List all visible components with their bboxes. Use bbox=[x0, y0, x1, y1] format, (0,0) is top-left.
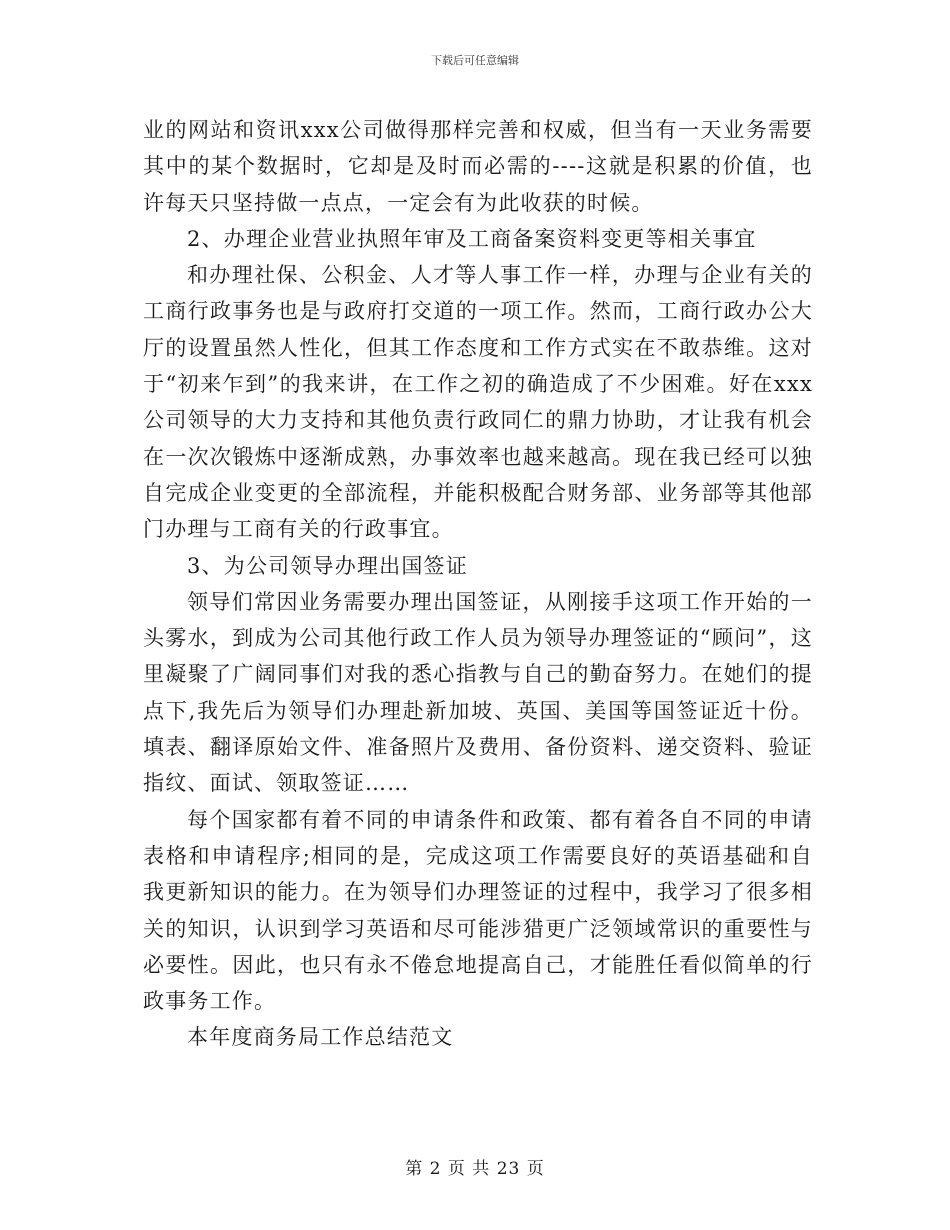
paragraph-business-affairs: 和办理社保、公积金、人才等人事工作一样，办理与企业有关的工商行政事务也是与政府打交道的一项工作。然而，工商行政办公大厅的设置虽然人性化，但其工作态度和工作方式实在不敢恭维。这对于“初来乍到”的我来讲，在工作之初的确造成了不少困难。好在xxx公司领导的大力支持和其他负责行政同仁的鼎力协助，才让我有机会在一次次锻炼中逐渐成熟，办事效率也越来越高。现在我已经可以独自完成企业变更的全部流程，并能积极配合财务部、业务部等其他部门办理与工商有关的行政事宜。 bbox=[143, 263, 813, 542]
paragraph-continuation: 业的网站和资讯xxx公司做得那样完善和权威，但当有一天业务需要其中的某个数据时，它却是及时而必需的----这就是积累的价值，也许每天只坚持做一点点，一定会有为此收获的时候。 bbox=[143, 118, 813, 215]
paragraph-visa-learning: 每个国家都有着不同的申请条件和政策、都有着各自不同的申请表格和申请程序;相同的是，完成这项工作需要良好的英语基础和自我更新知识的能力。在为领导们办理签证的过程中，我学习了很多相关的知识，认识到学习英语和尽可能涉猎更广泛领域常识的重要性与必要性。因此，也只有永不倦怠地提高自己，才能胜任看似简单的行政事务工作。 bbox=[143, 807, 813, 1014]
paragraph-visa-handling: 领导们常因业务需要办理出国签证，从刚接手这项工作开始的一头雾水，到成为公司其他行政工作人员为领导办理签证的“顾问”，这里凝聚了广阔同事们对我的悉心指教与自己的勤奋努力。在她们的提点下,我先后为领导们办理赴新加坡、英国、美国等国签证近十份。填表、翻译原始文件、准备照片及费用、备份资料、递交资料、验证指纹、面试、领取签证…… bbox=[143, 589, 813, 796]
page-number-footer: 第 2 页 共 23 页 bbox=[405, 1159, 545, 1179]
section-heading-3: 3、为公司领导办理出国签证 bbox=[187, 553, 468, 578]
page-header: 下载后可任意编辑 bbox=[431, 54, 519, 67]
section-heading-2: 2、办理企业营业执照年审及工商备案资料变更等相关事宜 bbox=[187, 226, 757, 251]
next-document-title: 本年度商务局工作总结范文 bbox=[187, 1025, 454, 1050]
document-body bbox=[143, 112, 813, 1056]
